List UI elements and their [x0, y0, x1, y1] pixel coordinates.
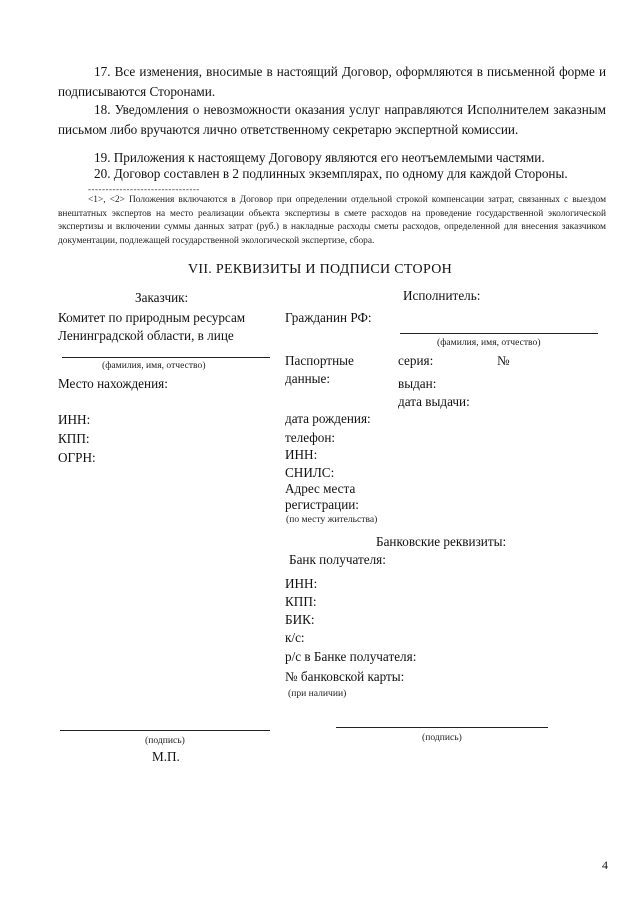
executor-issued: выдан:: [398, 376, 437, 391]
clause-20-text: 20. Договор составлен в 2 подлинных экземплярах, по одному для каждой Стороны.: [94, 166, 568, 181]
footnote-separator: --------------------------------: [88, 184, 200, 194]
executor-address-line1: Адрес места: [285, 481, 356, 496]
customer-stamp: М.П.: [152, 749, 180, 764]
executor-birth-date: дата рождения:: [285, 411, 371, 426]
executor-bank-name: Банк получателя:: [289, 552, 386, 567]
executor-signature-line: [336, 727, 548, 728]
executor-bank-kpp: КПП:: [285, 594, 317, 609]
page-number: 4: [602, 858, 608, 872]
customer-inn: ИНН:: [58, 412, 91, 427]
executor-inn: ИНН:: [285, 447, 318, 462]
customer-fio-line: [62, 357, 270, 358]
executor-fio-hint: (фамилия, имя, отчество): [437, 337, 541, 348]
customer-fio-hint: (фамилия, имя, отчество): [102, 360, 206, 371]
executor-bank-bik: БИК:: [285, 612, 315, 627]
customer-ogrn: ОГРН:: [58, 450, 96, 465]
executor-issue-date: дата выдачи:: [398, 394, 470, 409]
customer-signature-hint: (подпись): [145, 735, 185, 746]
customer-name-line2: Ленинградской области, в лице: [58, 328, 234, 343]
executor-address-line2: регистрации:: [285, 497, 359, 512]
footnote-text: <1>, <2> Положения включаются в Договор при определении отдельной строкой компенсации затрат, связанных с выездом внештатных экспертов на место реализации объекта экспертизы в смете расходов на проведение государственной экологической экспертизы и включении суммы данных затрат (руб.) в накладные расходы сметы расходов, определенной для внесения заказчиком документации, подлежащей государственной экологической экспертизе, сбора.: [58, 195, 606, 246]
clause-19-text: 19. Приложения к настоящему Договору являются его неотъемлемыми частями.: [94, 150, 545, 165]
clause-17: [58, 62, 606, 102]
executor-passport-line1: Паспортные: [285, 353, 354, 368]
executor-bank-ks: к/с:: [285, 630, 305, 645]
executor-number: №: [497, 353, 510, 368]
customer-name-line1: Комитет по природным ресурсам: [58, 310, 246, 325]
executor-card-hint: (при наличии): [288, 688, 347, 699]
section-title: VII. РЕКВИЗИТЫ И ПОДПИСИ СТОРОН: [187, 262, 453, 277]
executor-bank-heading: Банковские реквизиты:: [376, 534, 507, 549]
executor-address-hint: (по месту жительства): [286, 514, 378, 525]
customer-heading: Заказчик:: [135, 290, 189, 305]
executor-citizen: Гражданин РФ:: [285, 310, 372, 325]
executor-snils: СНИЛС:: [285, 465, 335, 480]
clause-20: [58, 164, 606, 184]
executor-bank-rs: р/с в Банке получателя:: [285, 649, 417, 664]
executor-heading: Исполнитель:: [403, 288, 481, 303]
customer-location: Место нахождения:: [58, 376, 168, 391]
executor-bank-inn: ИНН:: [285, 576, 318, 591]
customer-kpp: КПП:: [58, 431, 90, 446]
clause-17-text: 17. Все изменения, вносимые в настоящий Договор, оформляются в письменной форме и подписываются Сторонами.: [58, 64, 606, 99]
clause-18: [58, 100, 606, 140]
executor-passport-line2: данные:: [285, 371, 331, 386]
executor-card: № банковской карты:: [285, 669, 405, 684]
executor-series: серия:: [398, 353, 434, 368]
executor-signature-hint: (подпись): [422, 732, 462, 743]
footnote: [58, 194, 606, 248]
customer-signature-line: [60, 730, 270, 731]
executor-phone: телефон:: [285, 430, 336, 445]
executor-fio-line: [400, 333, 598, 334]
clause-18-text: 18. Уведомления о невозможности оказания услуг направляются Исполнителем заказным письмом либо вручаются лично ответственному секретарю экспертной комиссии.: [58, 102, 606, 137]
